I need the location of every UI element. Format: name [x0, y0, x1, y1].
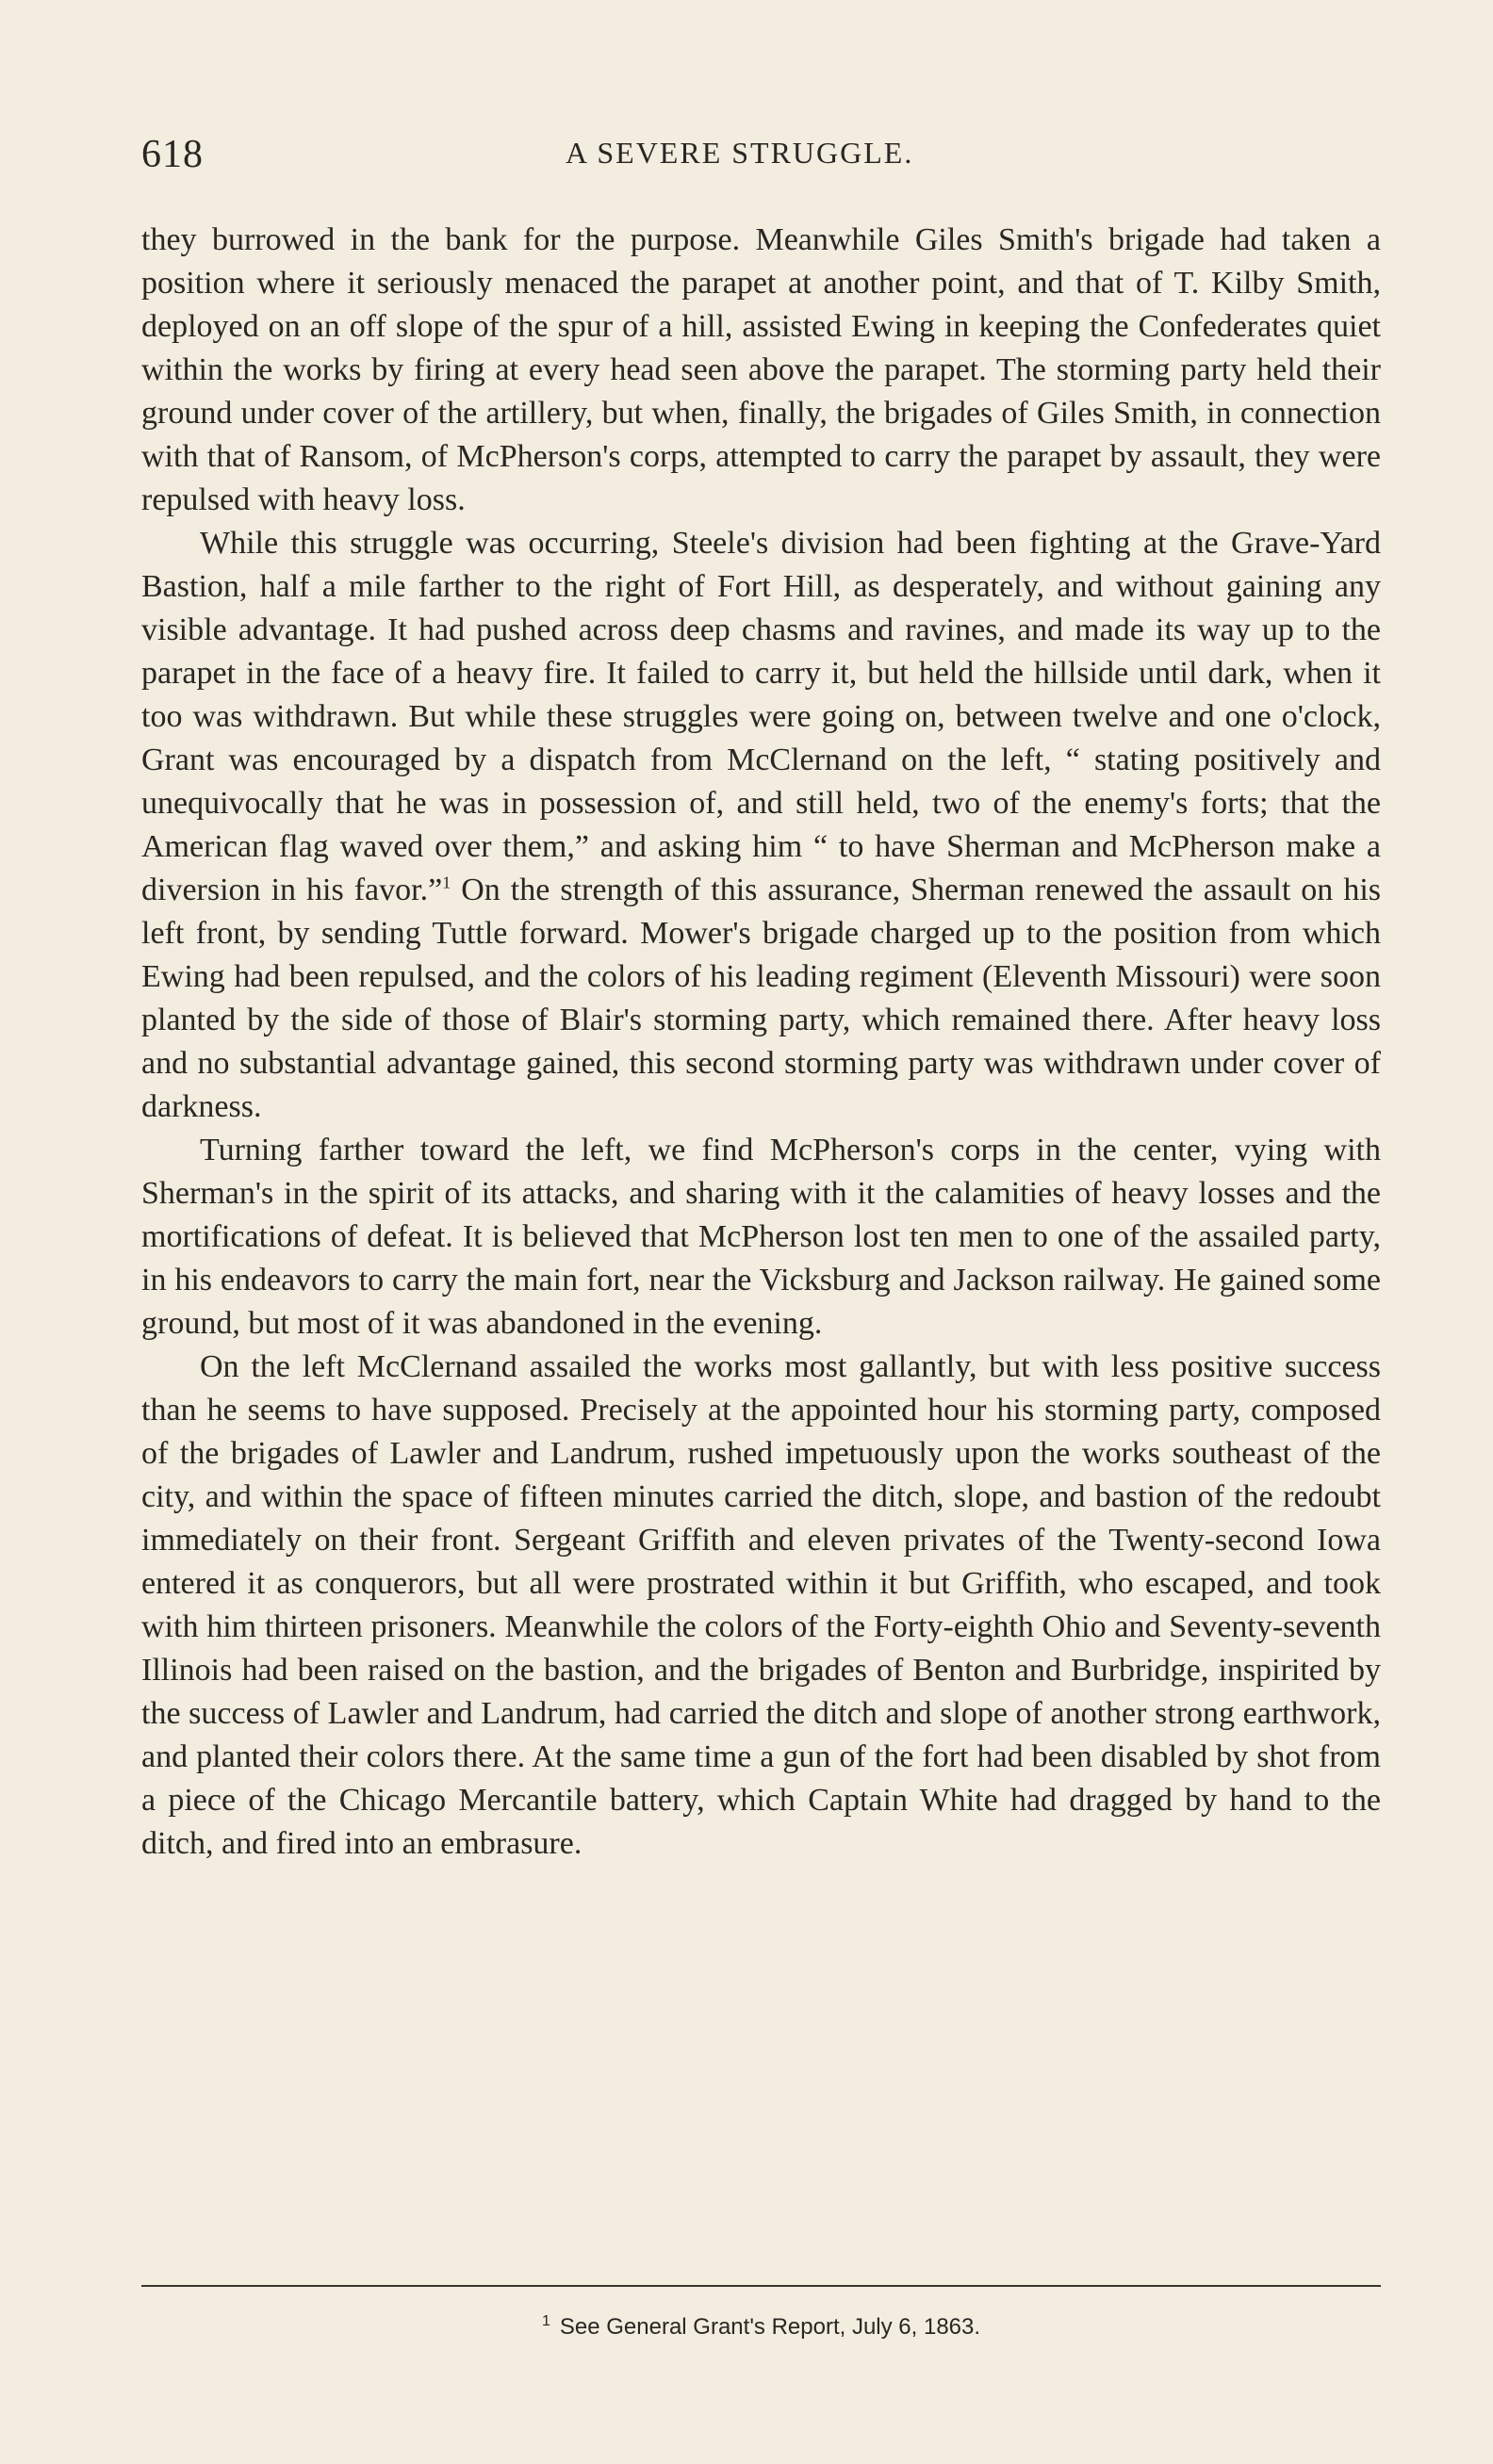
page-number: 618 — [141, 133, 204, 176]
paragraph — [141, 522, 1381, 1129]
footnote-reference: 1 — [442, 873, 451, 892]
paragraph-text: While this struggle was occurring, Steele's division had been fighting at the Grave-Yard Bastion, half a mile farther to the right of Fort Hill, as desperately, and without gaining any visible advantage. It had pushed across deep chasms and ravines, and made its way up to the parapet in the face of a heavy fire. It failed to carry it, but held the hillside until dark, when it too was withdrawn. But while these struggles were going on, between twelve and one o'clock, Grant was encouraged by a dispatch from McClernand on the left, “ stating positively and unequivocally that he was in possession of, and still held, two of the enemy's forts; that the American flag waved over them,” and asking him “ to have Sherman and McPherson make a diversion in his favor.” — [141, 526, 1381, 907]
running-title: A SEVERE STRUGGLE. — [566, 136, 914, 170]
paragraph: On the left McClernand assailed the works most gallantly, but with less positive success than he seems to have supposed. Precisely at the appointed hour his storming party, composed of the brigades of Lawler and Landrum, rushed impetuously upon the works southeast of the city, and within the space of fifteen minutes carried the ditch, slope, and bastion of the redoubt immediately on their front. Sergeant Griffith and eleven privates of the Twenty-second Iowa entered it as conquerors, but all were prostrated within it but Griffith, who escaped, and took with him thirteen prisoners. Meanwhile the colors of the Forty-eighth Ohio and Seventy-seventh Illinois had been raised on the bastion, and the brigades of Benton and Burbridge, inspirited by the success of Lawler and Landrum, had carried the ditch and slope of another strong earthwork, and planted their colors there. At the same time a gun of the fort had been disabled by shot from a piece of the Chicago Mercantile battery, which Captain White had dragged by hand to the ditch, and fired into an embrasure. — [141, 1349, 1381, 1861]
body-text — [141, 219, 1381, 1866]
footnote-text: See General Grant's Report, July 6, 1863. — [559, 2314, 981, 2340]
running-head — [141, 132, 1386, 179]
footnote — [141, 2313, 1381, 2341]
footnote-divider — [141, 2285, 1381, 2287]
footnote-marker: 1 — [541, 2313, 550, 2329]
paragraph-text: On the strength of this assurance, Sherman renewed the assault on his left front, by sending Tuttle forward. Mower's brigade charged up to the position from which Ewing had been repulsed, and the colors of his leading regiment (Eleventh Missouri) were soon planted by the side of those of Blair's storming party, which remained there. After heavy loss and no substantial advantage gained, this second storming party was withdrawn under cover of darkness. — [141, 873, 1381, 1124]
paragraph: they burrowed in the bank for the purpose. Meanwhile Giles Smith's brigade had taken a position where it seriously menaced the parapet at another point, and that of T. Kilby Smith, deployed on an off slope of the spur of a hill, assisted Ewing in keeping the Confederates quiet within the works by firing at every head seen above the parapet. The storming party held their ground under cover of the artillery, but when, finally, the brigades of Giles Smith, in connection with that of Ransom, of McPherson's corps, attempted to carry the parapet by assault, they were repulsed with heavy loss. — [141, 222, 1381, 517]
paragraph: Turning farther toward the left, we find McPherson's corps in the center, vying with Sherman's in the spirit of its attacks, and sharing with it the calamities of heavy losses and the mortifications of defeat. It is believed that McPherson lost ten men to one of the assailed party, in his endeavors to carry the main fort, near the Vicksburg and Jackson railway. He gained some ground, but most of it was abandoned in the evening. — [141, 1133, 1381, 1341]
